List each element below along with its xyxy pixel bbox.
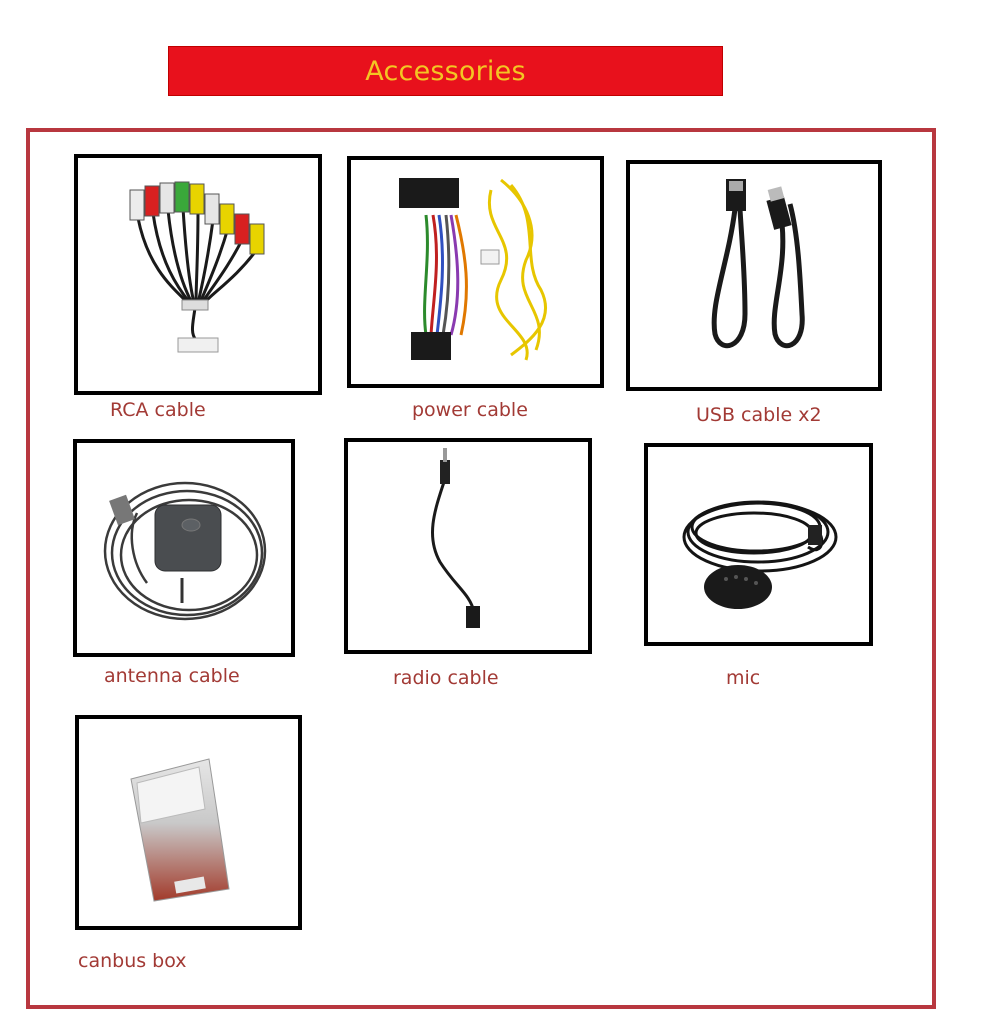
rca-cable-icon [78, 158, 318, 391]
antenna-cable-card [73, 439, 295, 657]
radio-cable-icon [348, 442, 588, 650]
power-cable-label: power cable [412, 399, 528, 421]
usb-cable-icon [630, 164, 878, 387]
banner-title: Accessories [365, 55, 526, 87]
canbus-box-icon [79, 719, 298, 926]
gps-antenna-icon [77, 443, 291, 653]
accessories-banner [168, 46, 723, 96]
rca-cable-label: RCA cable [110, 399, 206, 421]
canbus-box-card [75, 715, 302, 930]
radio-cable-card [344, 438, 592, 654]
usb-cable-card [626, 160, 882, 391]
radio-cable-label: radio cable [393, 667, 499, 689]
usb-cable-label: USB cable x2 [696, 404, 822, 426]
canbus-box-label: canbus box [78, 950, 187, 972]
mic-card [644, 443, 873, 646]
power-cable-card [347, 156, 604, 388]
microphone-icon [648, 447, 869, 642]
mic-label: mic [726, 667, 761, 689]
power-cable-icon [351, 160, 600, 384]
rca-cable-card [74, 154, 322, 395]
antenna-cable-label: antenna cable [104, 665, 240, 687]
